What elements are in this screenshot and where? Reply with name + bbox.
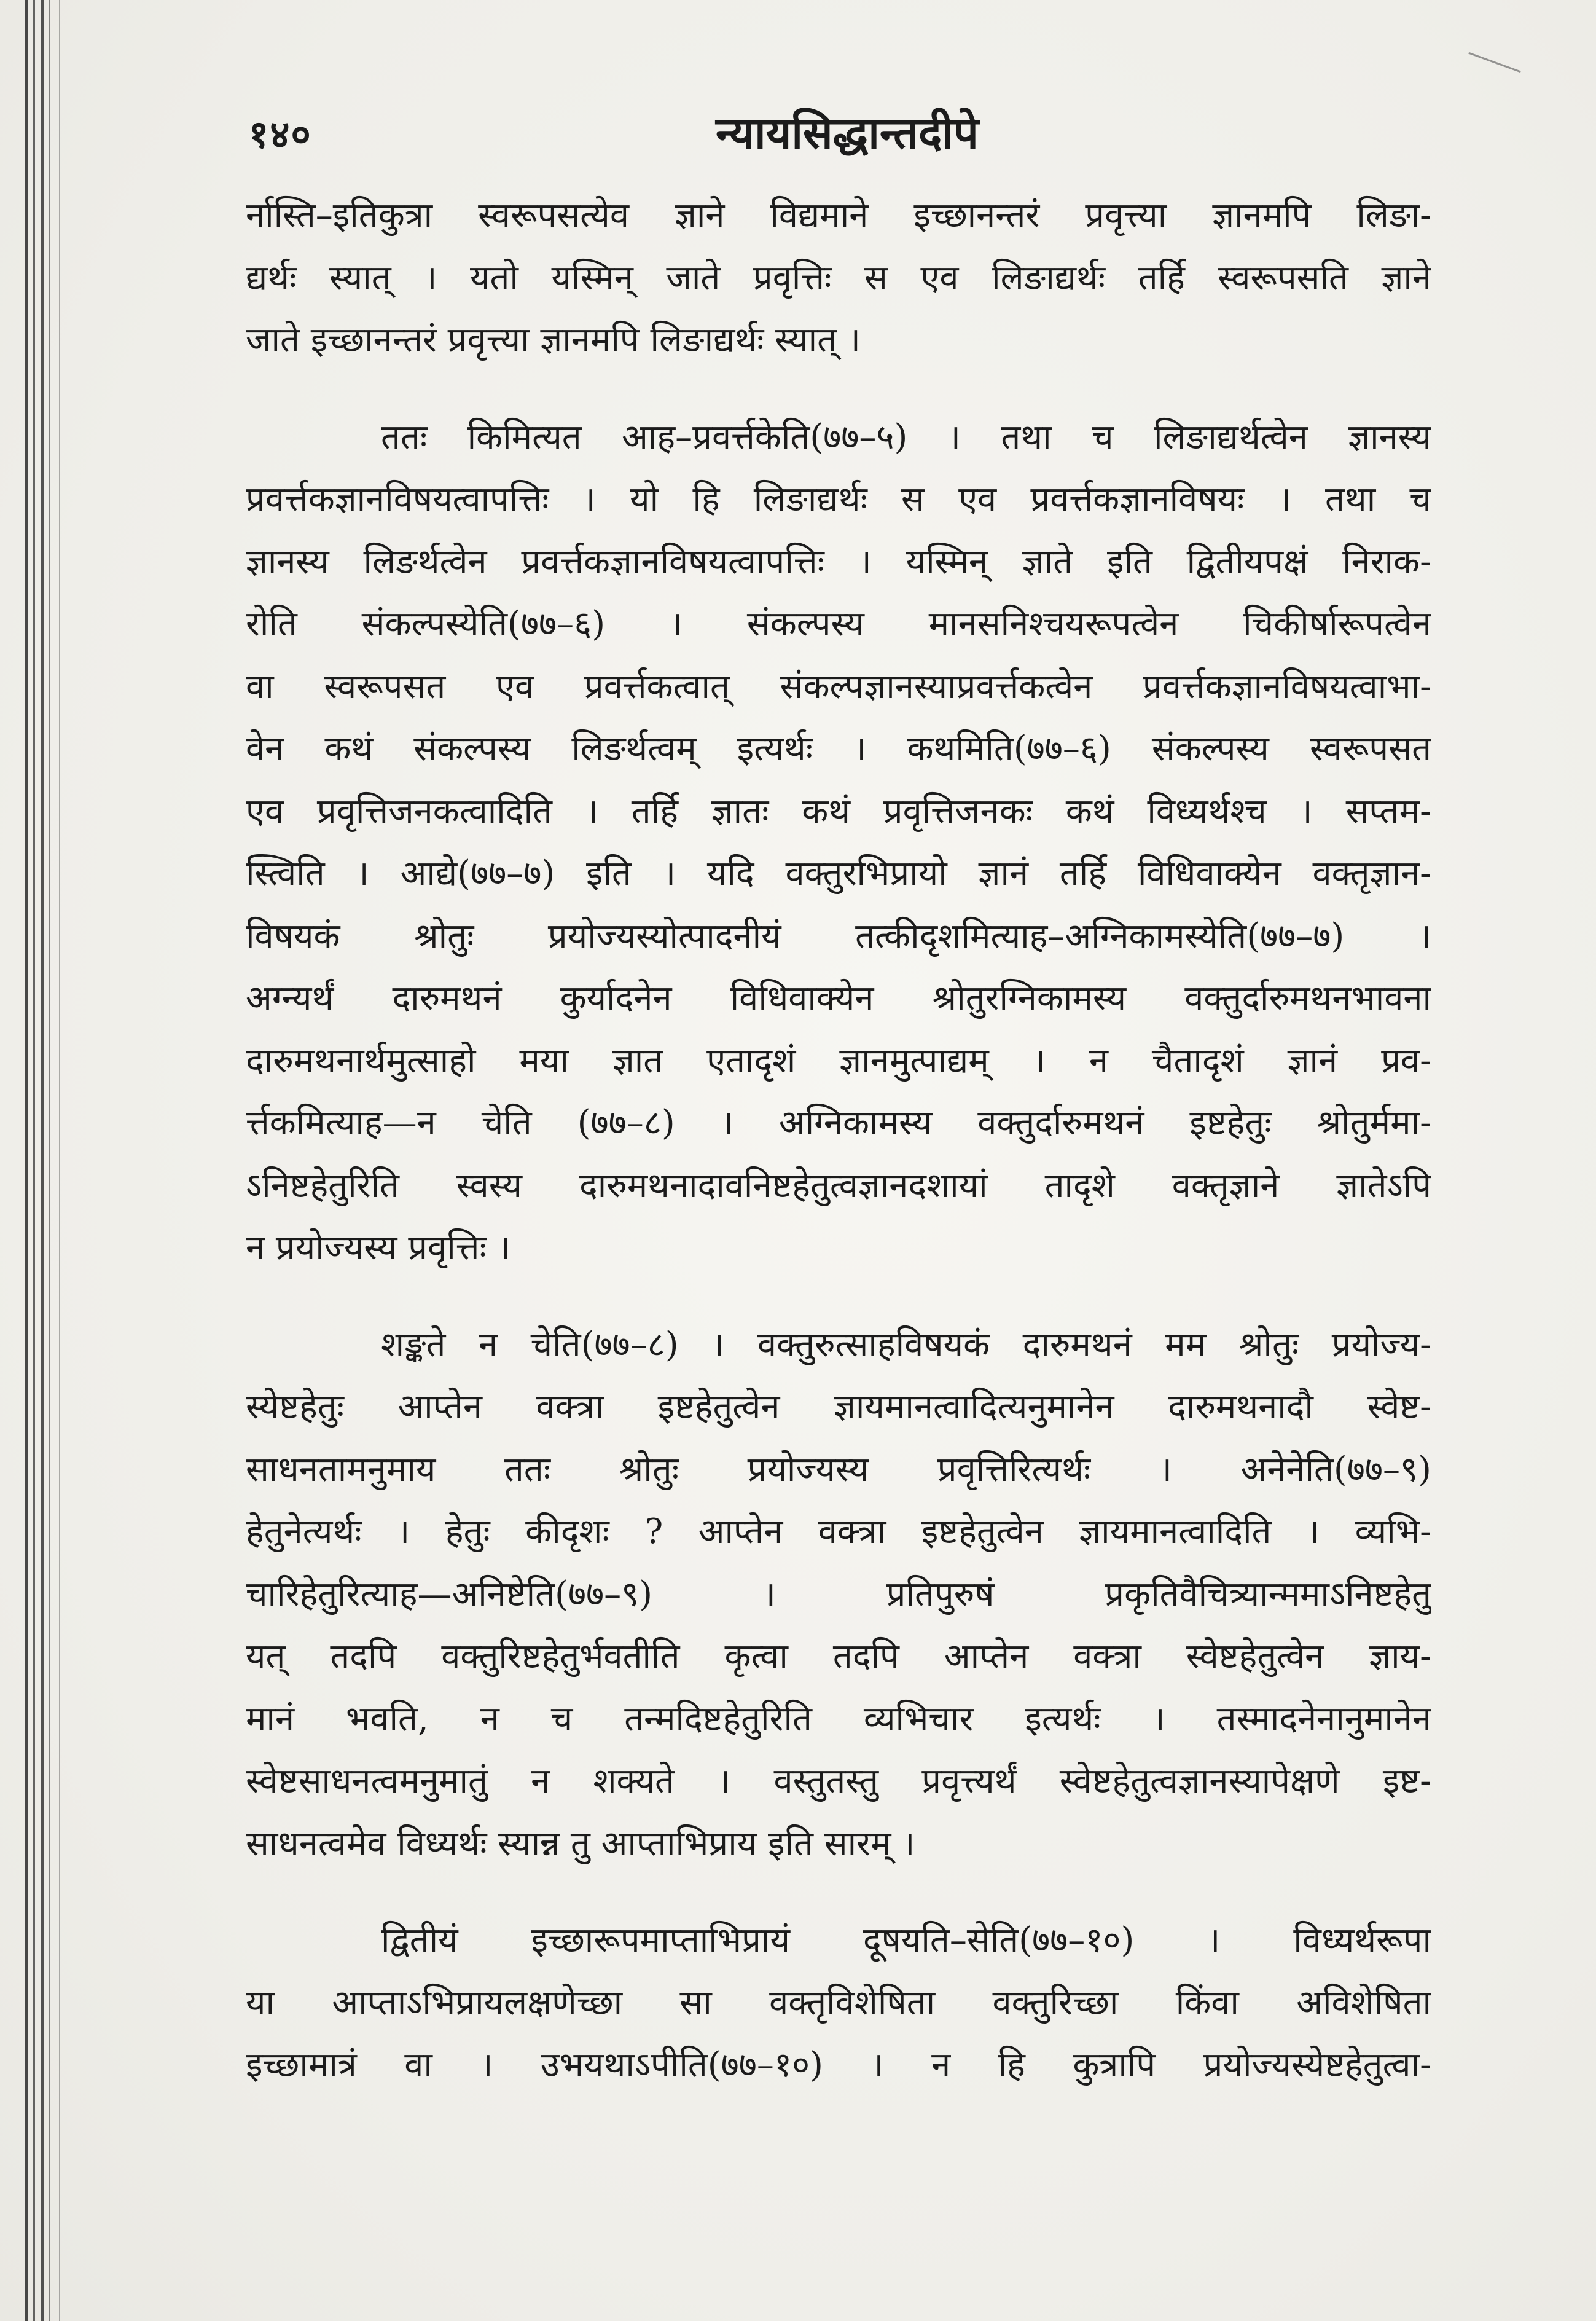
text-line: ततः किमित्यत आह–प्रवर्त्तकेति(७७–५) । तथा च लिङाद्यर्थत्वेन ज्ञानस्य [381,417,1431,457]
text-line: प्रवर्त्तकज्ञानविषयत्वापत्तिः । यो हि लिङाद्यर्थः स एव प्रवर्त्तकज्ञानविषयः । तथा च [246,479,1431,519]
text-line: मानं भवति, न च तन्मदिष्टहेतुरिति व्यभिचार इत्यर्थः । तस्मादनेनानुमानेन [246,1699,1431,1739]
binding-edge-line [49,0,50,2321]
text-line: जाते इच्छानन्तरं प्रवृत्त्या ज्ञानमपि लिङाद्यर्थः स्यात् । [246,320,861,360]
text-line: अग्न्यर्थं दारुमथनं कुर्यादनेन विधिवाक्येन श्रोतुरग्निकामस्य वक्तुर्दारुमथनभावना [246,978,1431,1018]
text-line: साधनतामनुमाय ततः श्रोतुः प्रयोज्यस्य प्रवृत्तिरित्यर्थः । अनेनेति(७७–९) [246,1449,1431,1490]
text-line: इच्छामात्रं वा । उभयथाऽपीति(७७–१०) । न हि कुत्रापि प्रयोज्यस्येष्टहेतुत्वा- [246,2045,1431,2085]
text-line: स्वेष्टसाधनत्वमनुमातुं न शक्यते । वस्तुतस्तु प्रवृत्त्यर्थं स्वेष्टहेतुत्वज्ञानस्यापेक्षणे इष्ट- [246,1761,1431,1801]
text-line: रोति संकल्पस्येति(७७–६) । संकल्पस्य मानसनिश्चयरूपत्वेन चिकीर्षारूपत्वेन [246,604,1431,644]
text-line: न प्रयोज्यस्य प्रवृत्तिः । [246,1228,510,1268]
text-line: वेन कथं संकल्पस्य लिङर्थत्वम् इत्यर्थः । कथमिति(७७–६) संकल्पस्य स्वरूपसत [246,729,1431,769]
text-line: एव प्रवृत्तिजनकत्वादिति । तर्हि ज्ञातः कथं प्रवृत्तिजनकः कथं विध्यर्थश्च । सप्तम- [246,791,1431,831]
binding-edge-line [59,0,60,2321]
text-line: द्यर्थः स्यात् । यतो यस्मिन् जाते प्रवृत्तिः स एव लिङाद्यर्थः तर्हि स्वरूपसति ज्ञाने [246,257,1431,298]
body-text [246,184,1431,2097]
text-line: शङ्कते न चेति(७७–८) । वक्तुरुत्साहविषयकं दारुमथनं मम श्रोतुः प्रयोज्य- [381,1324,1431,1365]
page-header [249,101,1416,169]
text-line: साधनत्वमेव विध्यर्थः स्यान्न तु आप्ताभिप्राय इति सारम् । [246,1823,915,1864]
binding-edge-line [25,0,28,2321]
text-line: वा स्वरूपसत एव प्रवर्त्तकत्वात् संकल्पज्ञानस्याप्रवर्त्तकत्वेन प्रवर्त्तकज्ञानविषयत्वाभा- [246,666,1431,707]
running-title: न्यायसिद्धान्तदीपे [716,106,979,159]
binding-edge-line [41,0,44,2321]
text-line: र्नास्ति–इतिकुत्रा स्वरूपसत्येव ज्ञाने विद्यमाने इच्छानन्तरं प्रवृत्त्या ज्ञानमपि लिङा- [246,195,1431,235]
text-line: द्वितीयं इच्छारूपमाप्ताभिप्रायं दूषयति–सेति(७७–१०) । विध्यर्थरूपा [381,1920,1431,1960]
text-line: र्त्तकमित्याह—न चेति (७७–८) । अग्निकामस्य वक्तुर्दारुमथनं इष्टहेतुः श्रोतुर्ममा- [246,1103,1431,1143]
text-line: हेतुनेत्यर्थः । हेतुः कीदृशः ? आप्तेन वक्त्रा इष्टहेतुत्वेन ज्ञायमानत्वादिति । व्यभि- [246,1512,1431,1552]
text-line: स्येष्टहेतुः आप्तेन वक्त्रा इष्टहेतुत्वेन ज्ञायमानत्वादित्यनुमानेन दारुमथनादौ स्वेष्ट- [246,1387,1431,1427]
binding-edge-line [33,0,35,2321]
text-line: चारिहेतुरित्याह—अनिष्टेति(७७–९) । प्रतिपुरुषं प्रकृतिवैचित्र्यान्ममाऽनिष्टहेतु [246,1574,1431,1614]
text-line: या आप्ताऽभिप्रायलक्षणेच्छा सा वक्तृविशेषिता वक्तुरिच्छा किंवा अविशेषिता [246,1982,1431,2023]
text-line: ज्ञानस्य लिङर्थत्वेन प्रवर्त्तकज्ञानविषयत्वापत्तिः । यस्मिन् ज्ञाते इति द्वितीयपक्षं निराक- [246,541,1431,582]
text-line: ऽनिष्टहेतुरिति स्वस्य दारुमथनादावनिष्टहेतुत्वज्ञानदशायां तादृशे वक्तृज्ञाने ज्ञातेऽपि [246,1165,1431,1206]
page-number: १४० [249,112,312,157]
margin-stray-mark [1468,52,1521,73]
text-line: दारुमथनार्थमुत्साहो मया ज्ञात एतादृशं ज्ञानमुत्पाद्यम् । न चैतादृशं ज्ञानं प्रव- [246,1040,1431,1081]
text-line: स्त्विति । आद्ये(७७–७) इति । यदि वक्तुरभिप्रायो ज्ञानं तर्हि विधिवाक्येन वक्तृज्ञान- [246,854,1431,893]
text-line: विषयकं श्रोतुः प्रयोज्यस्योत्पादनीयं तत्कीदृशमित्याह–अग्निकामस्येति(७७–७) । [246,916,1431,956]
text-line: यत् तदपि वक्तुरिष्टहेतुर्भवतीति कृत्वा तदपि आप्तेन वक्त्रा स्वेष्टहेतुत्वेन ज्ञाय- [246,1636,1431,1676]
